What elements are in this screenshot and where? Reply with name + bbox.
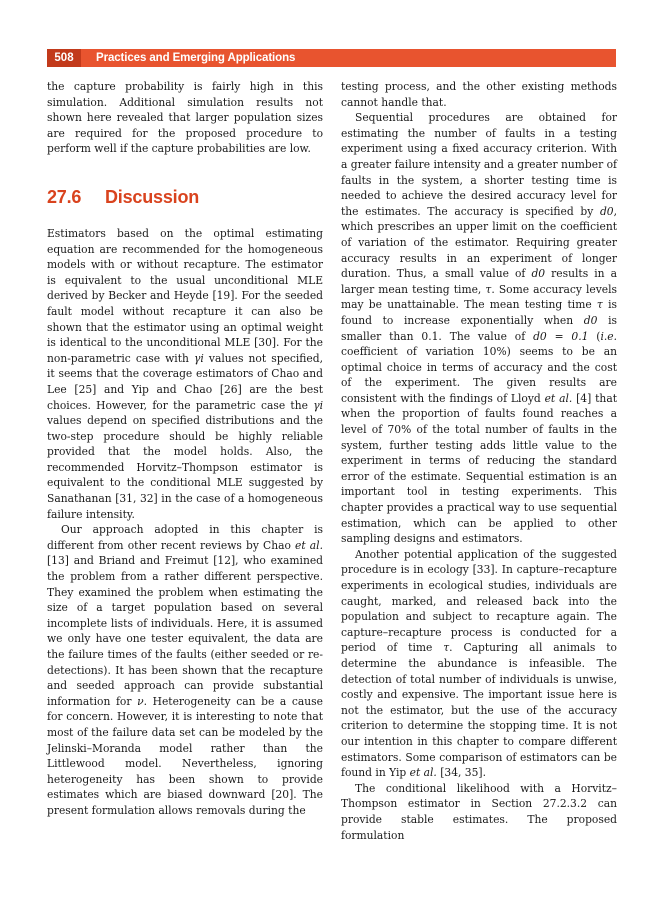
discussion-paragraph-1: Estimators based on the optimal estimating equation are recommended for the homogeneous models with or without recapture. The estimator is equivalent to the usual unconditional MLE derived by Becker and Heyde [19]. For the seeded fault model without recapture it can also be shown that the estimator using an optimal weight is identical to the unconditional MLE [30]. For the non-parametric case with γi values not specified, it seems that the coverage estimators of Chao and Lee [25] and Yip and Chao [26] are the best choices. However, for the parametric case the γi values depend on specified distributions and the two-step procedure should be highly reliable provided that the model holds. Also, the recommended Horvitz–Thompson estimator is equivalent to the conditional MLE suggested by Sanathanan [31, 32] in the case of a homogeneous failure intensity. (47, 226, 323, 521)
running-title: Practices and Emerging Applications (96, 52, 296, 64)
page-number: 508 (47, 49, 81, 67)
continued-paragraph: the capture probability is fairly high in this simulation. Additional simulation results not shown here revealed that larger population sizes are required for the proposed procedure to perform well if the capture probabilities are low. (47, 80, 323, 156)
section-number: 27.6 (47, 186, 82, 207)
right-column (341, 79, 617, 843)
d0-symbol: d0 (531, 267, 546, 281)
d0-symbol: d0 (583, 313, 598, 327)
et-al: et al. (409, 766, 437, 780)
ecology-paragraph: Another potential application of the suggested procedure is in ecology [33]. In capture–recapture experiments in ecological studies, individuals are caught, marked, and released back into the population and subject to recapture again. The capture–recapture process is conducted for a period of time τ. Capturing all animals to determine the abundance is infeasible. The detection of total number of individuals is unwise, costly and expensive. The important issue here is not the estimator, but the use of the accuracy criterion to determine the stopping time. It is not our intention in this chapter to compare different estimators. Some comparison of estimators can be found in Yip et al. [34, 35]. (341, 547, 617, 780)
d0-symbol: d0 (599, 204, 614, 218)
continued-paragraph: testing process, and the other existing methods cannot handle that. (341, 80, 617, 109)
section-heading (47, 186, 323, 208)
discussion-paragraph-2: Our approach adopted in this chapter is different from other recent reviews by Chao et al. [13] and Briand and Freimut [12], who examined the problem from a rather different perspective. They examined the problem when estimating the size of a target population based on several incomplete lists of individuals. Here, it is assumed we only have one tester equivalent, the data are the failure times of the faults (either seeded or re-detections). It has been shown that the recapture and seeded approach can provide substantial information for ν. Heterogeneity can be a cause for concern. However, it is interesting to note that most of the failure data set can be modeled by the Jelinski–Moranda model rather than the Littlewood model. Nevertheless, ignoring heterogeneity has been shown to provide estimates which are biased downward [20]. The present formulation allows removals during the (47, 523, 323, 817)
et-al: et al. (295, 538, 323, 552)
tau-symbol: τ (443, 641, 450, 655)
ie-abbrev: i.e. (600, 329, 618, 343)
sequential-paragraph: Sequential procedures are obtained for estimating the number of faults in a testing experiment using a fixed accuracy criterion. With a greater failure intensity and a greater number of faults in the system, a shorter testing time is needed to achieve the desired accuracy level for the estimates. The accuracy is specified by d0, which prescribes an upper limit on the coefficient of variation of the estimator. Requiring greater accuracy results in an experiment of longer duration. Thus, a small value of d0 results in a larger mean testing time, τ. Some accuracy levels may be unattainable. The mean testing time τ is found to increase exponentially when d0 is smaller than 0.1. The value of d0 = 0.1 (i.e. coefficient of variation 10%) seems to be an optimal choice in terms of accuracy and the cost of the experiment. The given results are consistent with the findings of Lloyd et al. [4] that when the proportion of faults found reaches a level of 70% of the total number of faults in the system, further testing adds little value to the experiment in terms of reducing the standard error of the estimate. Sequential estimation is an important tool in testing experiments. This chapter provides a practical way to use sequential estimation, which can be applied to other sampling designs and estimators. (341, 111, 618, 546)
section-title: Discussion (105, 186, 200, 207)
d0-equation: d0 = 0.1 (533, 329, 589, 343)
gamma-symbol: γi (313, 398, 323, 412)
nu-symbol: ν (137, 694, 144, 708)
gamma-symbol: γi (194, 351, 204, 365)
et-al: et al. (544, 391, 573, 405)
tau-symbol: τ (485, 282, 492, 296)
tau-symbol: τ (596, 298, 603, 312)
conditional-likelihood-paragraph: The conditional likelihood with a Horvitz–Thompson estimator in Section 27.2.3.2 can provide stable estimates. The proposed formulation (341, 781, 617, 842)
left-column (47, 79, 323, 819)
